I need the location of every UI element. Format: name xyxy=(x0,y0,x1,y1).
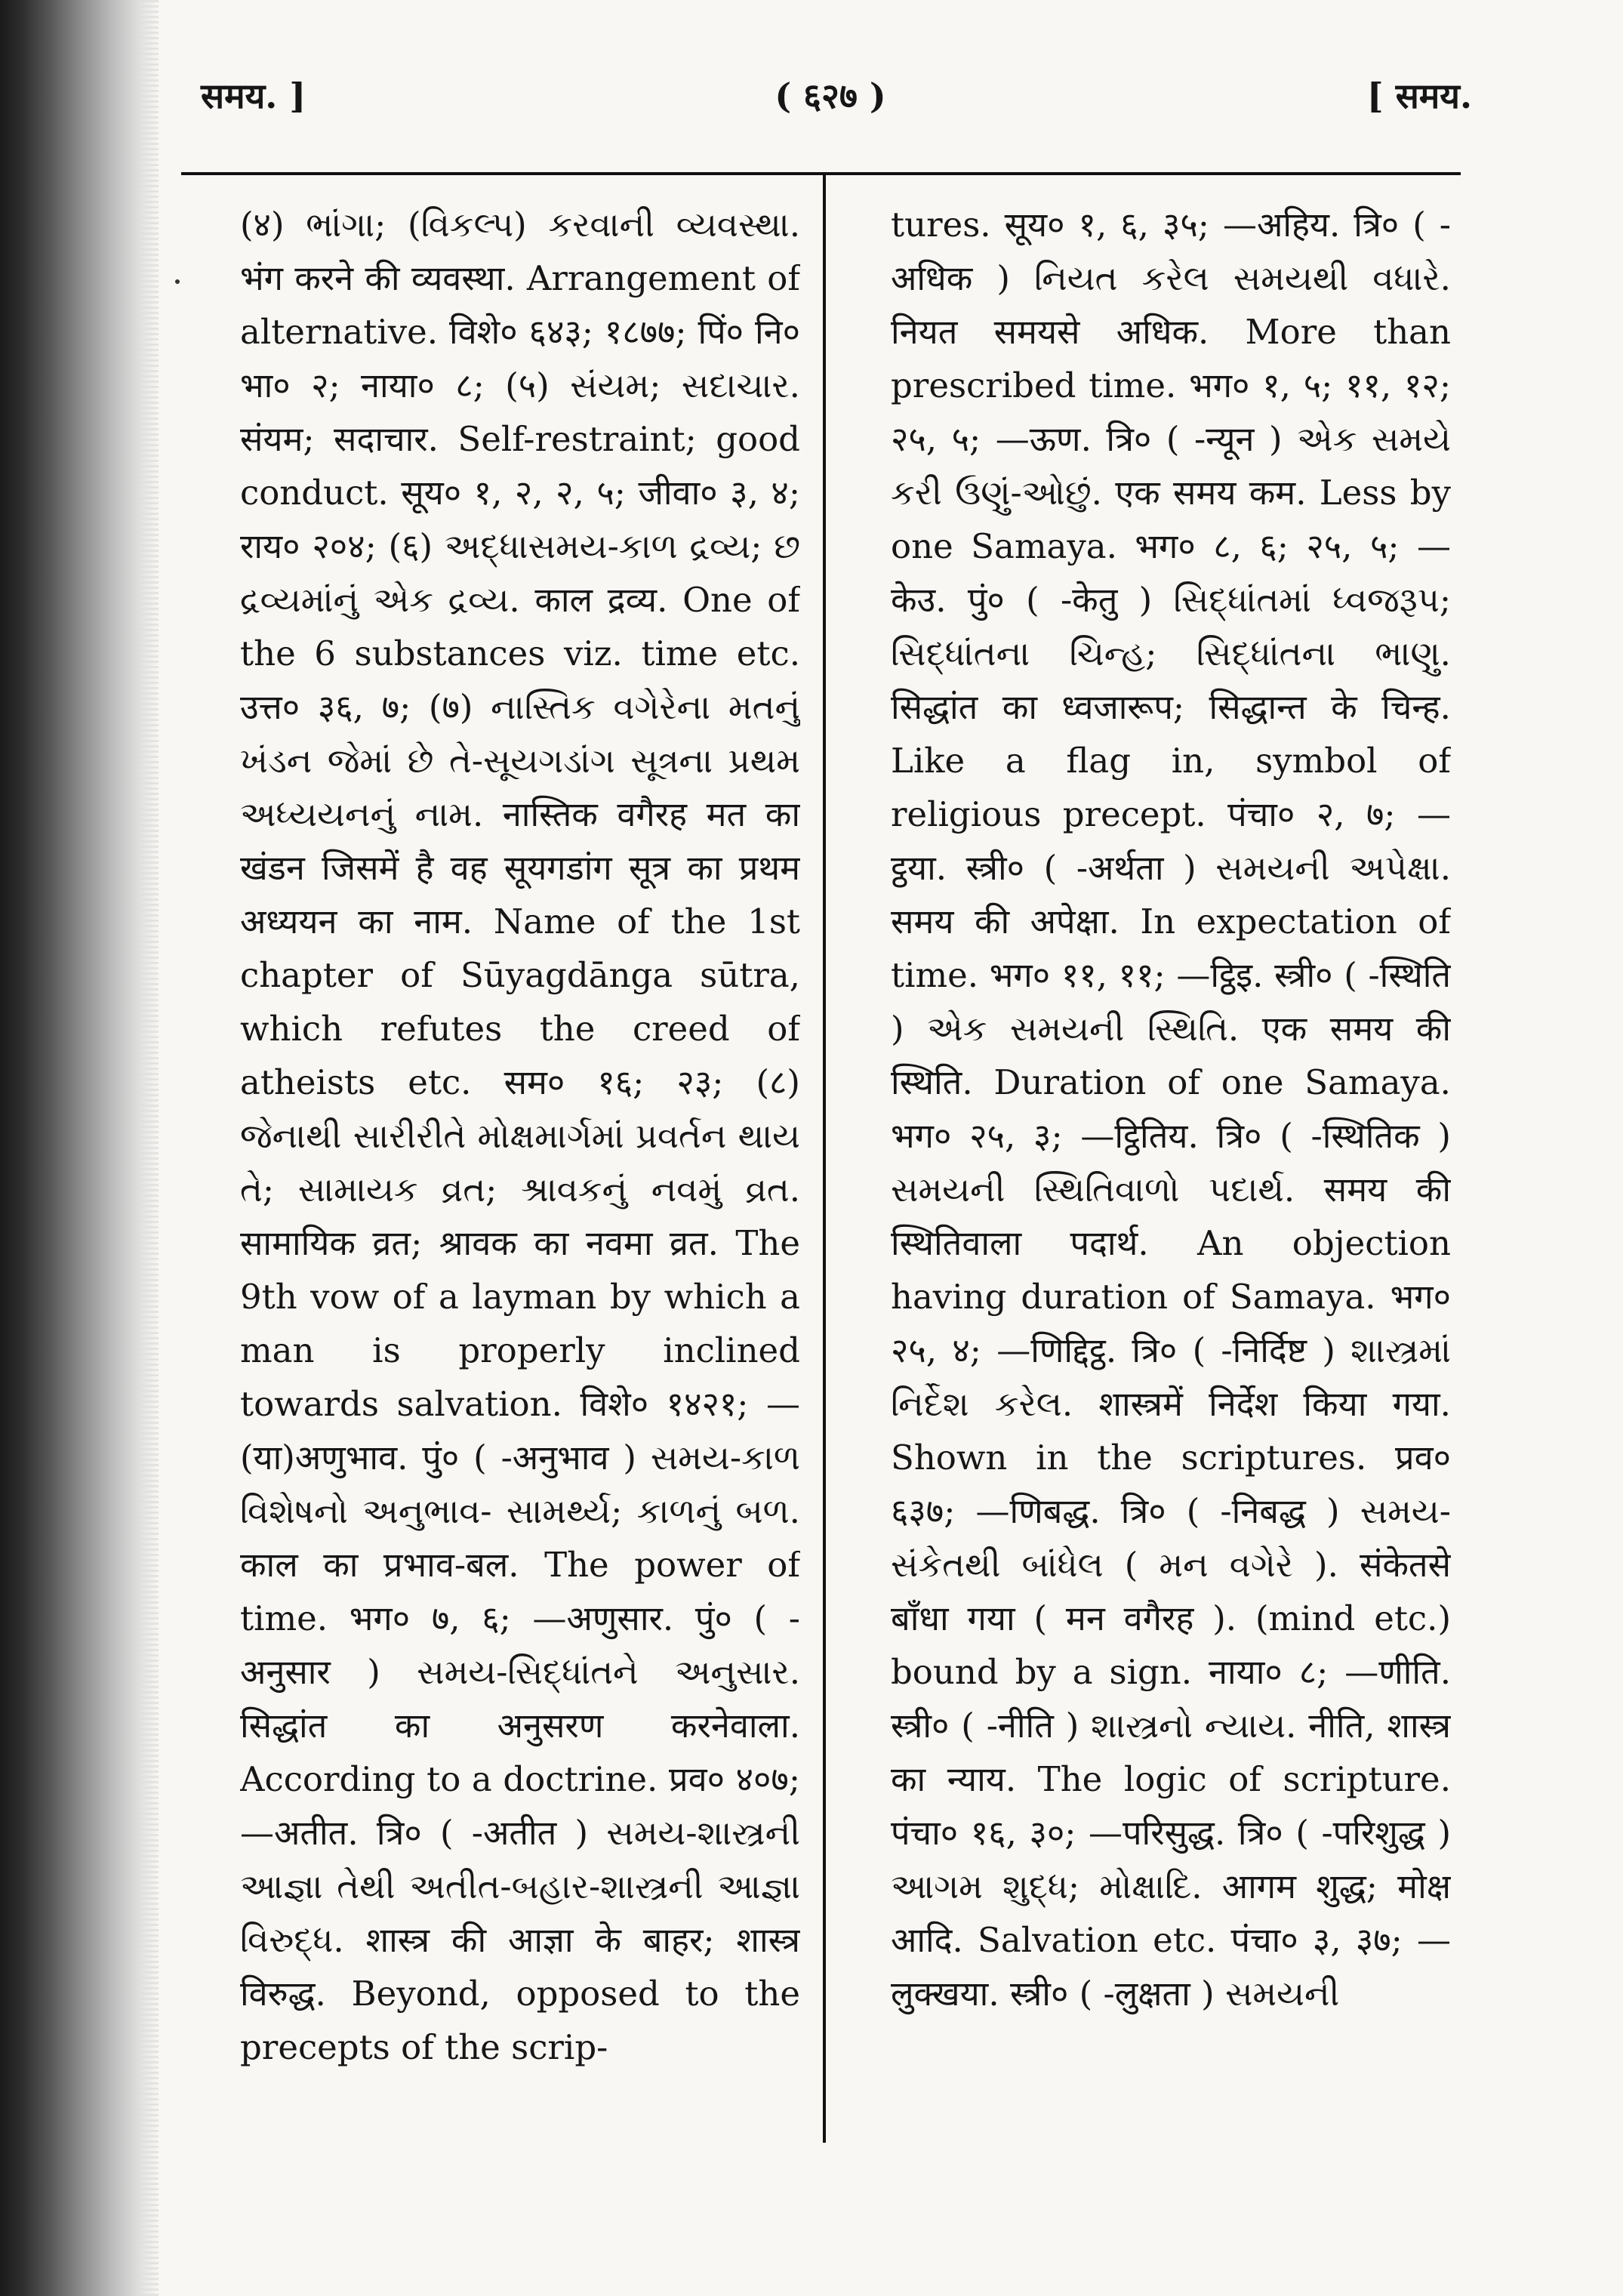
header-rule xyxy=(181,172,1461,175)
left-column-text: (४) ભાંગા; (વિકલ્પ) કરવાની વ્યવસ્થા. भंग करने की व्यवस्था. Arrangement of alternative. विशे० ६४३; १८७७; पिं० नि० भा० २; नाया० ८; (५) સંયમ; સદાચાર. संयम; सदाचार. Self-restraint; good conduct. सूय० १, २, २, ५; जीवा० ३, ४; राय० २०४; (६) અદ્ધાસમય-કાળ દ્રવ્ય; છ દ્રવ્યમાંનું એક દ્રવ્ય. काल द्रव्य. One of the 6 substances viz. time etc. उत्त० ३६, ७; (७) નાસ્તિક વગેરેના મતનું ખંડન જેમાં છે તે-સૂયગડાંગ સૂત્રના પ્રથમ અધ્યયનનું નામ. नास्तिक वगैरह मत का खंडन जिसमें है वह सूयगडांग सूत्र का प्रथम अध्ययन का नाम. Name of the 1st chapter of Sūyagdānga sūtra, which refutes the creed of atheists etc. सम० १६; २३; (८) જેનાથી સારીરીતે મોક્ષમાર્ગમાં પ્રવર્તન થાય તે; સામાયક વ્રત; શ્રાવકનું નવમું વ્રત. सामायिक व्रत; श्रावक का नवमा व्रत. The 9th vow of a layman by which a man is properly inclined towards salvation. विशे० १४२१; —(या)अणुभाव. पुं० ( -अनुभाव ) સમય-કાળ વિશેષનો અનુભાવ- સામર્થ્ય; કાળનું બળ. काल का प्रभाव-बल. The power of time. भग० ७, ६; —अणुसार. पुं० ( -अनुसार ) સમય-સિદ્ધાંતને અનુસાર. सिद्धांत का अनुसरण करनेवाला. According to a doctrine. प्रव० ४०७; —अतीत. त्रि० ( -अतीत ) સમય-શાસ્ત્રની આજ્ઞા તેથી અતીત-બહાર-શાસ્ત્રની આજ્ઞા વિરુદ્ધ. शास्त्र की आज्ञा के बाहर; शास्त्र विरुद्ध. Beyond, opposed to the precepts of the scrip- xyxy=(240,205,800,2067)
left-column xyxy=(240,198,800,2146)
header-right-guideword: [ समय. xyxy=(1366,76,1472,116)
column-divider xyxy=(823,172,826,2143)
header-left-guideword: समय. ] xyxy=(201,76,306,116)
book-binding-shadow xyxy=(0,0,159,2296)
page-number: ( ६२७ ) xyxy=(775,76,886,116)
page-header xyxy=(189,72,1472,125)
right-column xyxy=(891,198,1451,2146)
right-column-text: tures. सूय० १, ६, ३५; —अहिय. त्रि० ( -अधिक ) નિયત કરેલ સમયથી વધારે. नियत समयसे अधिक. More than prescribed time. भग० १, ५; ११, १२; २५, ५; —ऊण. त्रि० ( -न्यून ) એક સમયે કરી ઉણું-ઓછું. एक समय कम. Less by one Samaya. भग० ८, ६; २५, ५; —केउ. पुं० ( -केतु ) સિદ્ધાંતમાં ધ્વજરૂપ; સિદ્ધાંતના ચિન્હ; સિદ્ધાંતના ભાણુ. सिद्धांत का ध्वजारूप; सिद्धान्त के चिन्ह. Like a flag in, symbol of religious precept. पंचा० २, ७; —ट्ठया. स्त्री० ( -अर्थता ) સમયની અપેક્ષા. समय की अपेक्षा. In expectation of time. भग० ११, ११; —ट्ठिइ. स्त्री० ( -स्थिति ) એક સમયની સ્થિતિ. एक समय की स्थिति. Duration of one Samaya. भग० २५, ३; —ट्ठितिय. त्रि० ( -स्थितिक ) સમયની સ્થિતિવાળો પદાર્થ. समय की स्थितिवाला पदार्थ. An objection having duration of Samaya. भग० २५, ४; —णिद्दिट्ठ. त्रि० ( -निर्दिष्ट ) શાસ્ત્રમાં નિર્દેશ કરેલ. शास्त्रमें निर्देश किया गया. Shown in the scriptures. प्रव० ६३७; —णिबद्ध. त्रि० ( -निबद्ध ) સમય-સંકેતથી બાંધેલ ( મન વગેરે ). संकेतसे बाँधा गया ( मन वगैरह ). (mind etc.) bound by a sign. नाया० ८; —णीति. स्त्री० ( -नीति ) શાસ્ત્રનો ન્યાય. नीति, शास्त्र का न्याय. The logic of scripture. पंचा० १६, ३०; —परिसुद्ध. त्रि० ( -परिशुद्ध ) આગમ શુદ્ધ; મોક્ષાદિ. आगम शुद्ध; मोक्ष आदि. Salvation etc. पंचा० ३, ३७; —लुक्खया. स्त्री० ( -लुक्षता ) સમયની xyxy=(891,205,1451,2014)
ink-speck xyxy=(175,279,180,284)
